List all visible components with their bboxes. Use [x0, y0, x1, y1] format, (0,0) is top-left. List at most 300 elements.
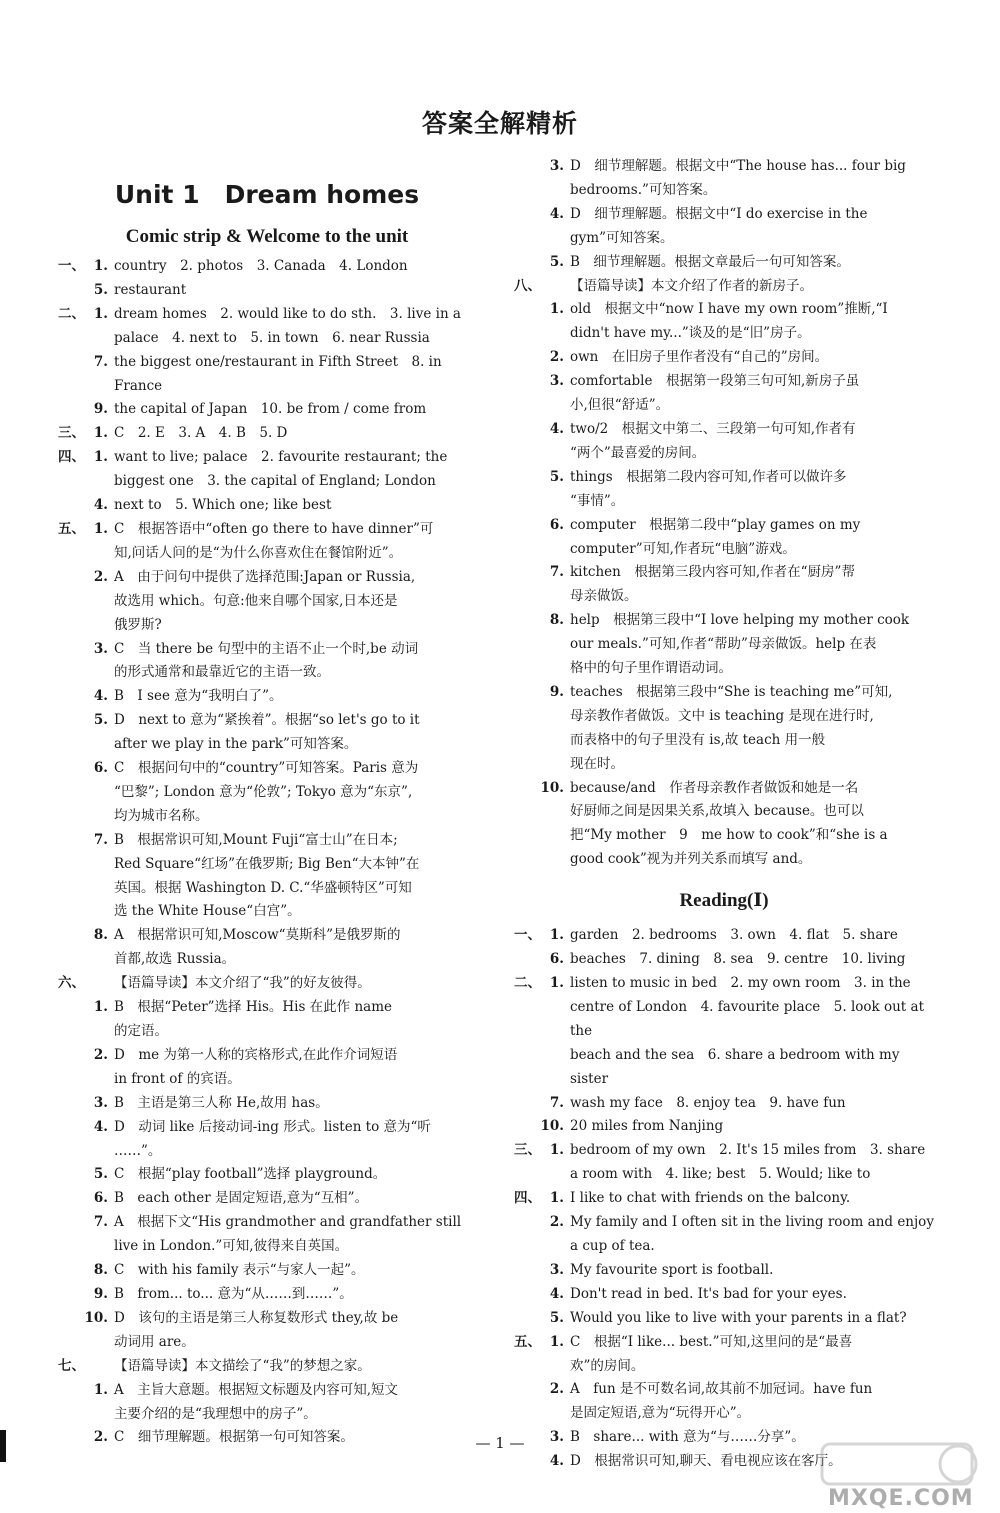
- section-label: [58, 1020, 84, 1044]
- item-number: 1.: [93, 425, 108, 442]
- section-label: 三、: [514, 1142, 541, 1159]
- item-number: 3.: [93, 640, 108, 657]
- item-number: 3.: [549, 1429, 564, 1446]
- section-label: [58, 829, 84, 853]
- answer-line: [514, 1355, 934, 1379]
- answer-text: computer 根据第二段中“play games on my: [570, 516, 861, 533]
- section-label: [514, 948, 540, 972]
- item-number: 5.: [549, 1309, 564, 1326]
- section-label: [514, 418, 540, 442]
- answer-text: A fun 是不可数名词,故其前不加冠词。have fun: [570, 1381, 873, 1398]
- section-label: 七、: [58, 1357, 85, 1374]
- item-number: 5.: [93, 712, 108, 729]
- section-label: [514, 633, 540, 657]
- item-number: [84, 590, 114, 614]
- answer-text: B I see 意为“我明白了”。: [114, 688, 283, 705]
- item-number: 9.: [93, 401, 108, 418]
- section-label: [58, 590, 84, 614]
- answer-text: 主要介绍的是“我理想中的房子”。: [114, 1405, 317, 1422]
- item-number: [540, 1355, 570, 1379]
- answer-text: C 根据“I like... best.”可知,这里问的是“最喜: [570, 1333, 853, 1350]
- answer-text: listen to music in bed 2. my own room 3. in the: [570, 975, 911, 991]
- answer-text: B each other 是固定短语,意为“互相”。: [114, 1190, 369, 1207]
- answer-line: [58, 1403, 476, 1427]
- item-number: 4.: [93, 497, 108, 514]
- section-label: [58, 1044, 84, 1068]
- answer-text: C 根据答语中“often go there to have dinner”可: [114, 520, 434, 537]
- item-number: [84, 542, 114, 566]
- answer-line: [514, 370, 934, 394]
- answer-line: [58, 255, 476, 279]
- answer-text: country 2. photos 3. Canada 4. London: [114, 258, 408, 274]
- answer-line: [58, 614, 476, 638]
- answer-text: D next to 意为“紧挨着”。根据“so let's go to it: [114, 712, 420, 729]
- answer-line: [58, 1020, 476, 1044]
- answer-line: [514, 1092, 934, 1116]
- answer-line: [58, 996, 476, 1020]
- answer-line: [58, 422, 476, 446]
- answer-line: [514, 824, 934, 848]
- answer-text: own 在旧房子里作者没有“自己的”房间。: [570, 349, 829, 366]
- item-number: [540, 996, 570, 1044]
- answer-text: B share... with 意为“与……分享”。: [570, 1429, 805, 1446]
- answer-text: 的形式通常和最靠近它的主语一致。: [114, 664, 330, 681]
- answer-line: [58, 829, 476, 853]
- answer-text: a cup of tea.: [570, 1237, 655, 1254]
- answer-list-right-top: [514, 155, 934, 872]
- section-label: [514, 538, 540, 562]
- answer-line: [58, 590, 476, 614]
- item-number: 7.: [93, 831, 108, 848]
- section-label: 一、: [514, 927, 541, 944]
- answer-line: [514, 227, 934, 251]
- answer-text: “事情”。: [570, 492, 625, 509]
- item-number: 7.: [549, 1094, 564, 1111]
- answer-text: garden 2. bedrooms 3. own 4. flat 5. share: [570, 927, 898, 944]
- item-number: 4.: [549, 420, 564, 437]
- item-number: 1.: [549, 1190, 564, 1207]
- section-label: [58, 1379, 84, 1403]
- section-label: [514, 1044, 540, 1092]
- item-number: [84, 1403, 114, 1427]
- answer-text: beach and the sea 6. share a bedroom with my sister: [570, 1046, 904, 1087]
- answer-line: [514, 155, 934, 179]
- item-number: 6.: [93, 760, 108, 777]
- item-number: [540, 275, 570, 299]
- section-label: [514, 777, 540, 801]
- answer-text: 20 miles from Nanjing: [570, 1118, 724, 1135]
- section-label: 四、: [514, 1190, 541, 1207]
- answer-text: old 根据文中“now I have my own room”推断,“I: [570, 301, 888, 318]
- answer-line: [514, 777, 934, 801]
- answer-text: D 动词 like 后接动词-ing 形式。listen to 意为“听: [114, 1118, 431, 1135]
- answer-line: [514, 996, 934, 1044]
- section-label: [58, 900, 84, 924]
- answer-text: the biggest one/restaurant in Fifth Street 8. in France: [114, 353, 446, 394]
- answer-text: “巴黎”; London 意为“伦敦”; Tokyo 意为“东京”,: [114, 783, 413, 800]
- item-number: [84, 733, 114, 757]
- answer-line: [514, 1402, 934, 1426]
- section-label: [58, 1235, 84, 1259]
- item-number: [540, 490, 570, 514]
- section-label: [514, 394, 540, 418]
- section-label: [58, 1116, 84, 1140]
- section-label: [514, 585, 540, 609]
- section-label: 二、: [514, 975, 541, 991]
- answer-text: 欢”的房间。: [570, 1357, 645, 1374]
- section-label: [514, 729, 540, 753]
- section-label: [514, 490, 540, 514]
- section-label: [58, 757, 84, 781]
- answer-line: [514, 394, 934, 418]
- item-number: 2.: [549, 349, 564, 366]
- section-label: [58, 661, 84, 685]
- answer-text: 选 the White House“白宫”。: [114, 903, 301, 920]
- answer-line: [58, 948, 476, 972]
- answer-line: [514, 538, 934, 562]
- answer-text: D 细节理解题。根据文中“I do exercise in the: [570, 205, 868, 222]
- answer-line: [514, 972, 934, 996]
- answer-text: C with his family 表示“与家人一起”。: [114, 1262, 365, 1279]
- item-number: [84, 853, 114, 877]
- answer-text: 俄罗斯?: [114, 616, 162, 633]
- answer-text: C 当 there be 句型中的主语不止一个时,be 动词: [114, 640, 419, 657]
- answer-line: [58, 1092, 476, 1116]
- section-label: [514, 1163, 540, 1187]
- item-number: 8.: [549, 612, 564, 629]
- answer-text: B 细节理解题。根据文章最后一句可知答案。: [570, 253, 850, 270]
- item-number: 1.: [549, 1142, 564, 1159]
- item-number: 2.: [93, 1429, 108, 1446]
- answer-line: [58, 279, 476, 303]
- answer-text: 动词用 are。: [114, 1333, 195, 1350]
- answer-line: [58, 781, 476, 805]
- item-number: [540, 753, 570, 777]
- section-label: [514, 1259, 540, 1283]
- item-number: 3.: [549, 373, 564, 390]
- section-label: [514, 996, 540, 1044]
- answer-line: [514, 1211, 934, 1235]
- answer-line: [58, 1379, 476, 1403]
- section-label: [514, 155, 540, 179]
- item-number: 4.: [549, 1285, 564, 1302]
- section-label: [58, 614, 84, 638]
- answer-text: Red Square“红场”在俄罗斯; Big Ben“大本钟”在: [114, 855, 420, 872]
- section-label: [514, 609, 540, 633]
- answer-text: the capital of Japan 10. be from / come from: [114, 401, 427, 418]
- answer-text: two/2 根据文中第二、三段第一句可知,作者有: [570, 420, 856, 437]
- item-number: 8.: [93, 1262, 108, 1279]
- answer-text: D 根据常识可知,聊天、看电视应该在客厅。: [570, 1453, 842, 1470]
- item-number: 1.: [549, 927, 564, 944]
- item-number: [84, 972, 114, 996]
- item-number: 10.: [84, 1309, 108, 1326]
- section-label: [514, 800, 540, 824]
- section-label: [58, 351, 84, 399]
- item-number: 2.: [549, 1214, 564, 1231]
- section-label: [514, 1355, 540, 1379]
- section-label: [514, 1402, 540, 1426]
- answer-line: [514, 633, 934, 657]
- answer-text: 把“My mother 9 me how to cook”和“she is a: [570, 827, 888, 844]
- item-number: [540, 322, 570, 346]
- answer-text: live in London.”可知,彼得来自英国。: [114, 1238, 349, 1255]
- item-number: 7.: [93, 353, 108, 370]
- page-number: — 1 —: [475, 1434, 525, 1452]
- item-number: 9.: [93, 1285, 108, 1302]
- answer-text: D 该句的主语是第三人称复数形式 they,故 be: [114, 1309, 399, 1326]
- section-label: [514, 1307, 540, 1331]
- answer-text: a room with 4. like; best 5. Would; like to: [570, 1166, 871, 1183]
- section-label: [514, 1211, 540, 1235]
- item-number: 1.: [549, 975, 564, 991]
- section-label: 五、: [514, 1333, 541, 1350]
- answer-text: restaurant: [114, 281, 187, 298]
- item-number: 4.: [93, 688, 108, 705]
- section-label: [58, 781, 84, 805]
- answer-line: [58, 757, 476, 781]
- answer-line: [514, 466, 934, 490]
- item-number: [84, 470, 114, 494]
- section-title-comic-strip: Comic strip & Welcome to the unit: [125, 226, 409, 247]
- answer-line: [58, 1163, 476, 1187]
- section-label: [514, 753, 540, 777]
- answer-line: [58, 327, 476, 351]
- section-label: [514, 370, 540, 394]
- section-label: 三、: [58, 425, 85, 442]
- answer-line: [58, 566, 476, 590]
- item-number: [540, 705, 570, 729]
- answer-line: [58, 351, 476, 399]
- unit-title: Unit 1 Dream homes: [114, 180, 420, 209]
- item-number: [84, 1020, 114, 1044]
- answer-line: [514, 924, 934, 948]
- section-title-reading: Reading(Ⅰ): [679, 890, 769, 912]
- section-label: [58, 1259, 84, 1283]
- answer-line: [58, 1235, 476, 1259]
- item-number: [84, 661, 114, 685]
- section-label: [514, 466, 540, 490]
- answer-line: [514, 1259, 934, 1283]
- item-number: [84, 1235, 114, 1259]
- item-number: 2.: [549, 1381, 564, 1398]
- answer-text: A 由于问句中提供了选择范围:Japan or Russia,: [114, 568, 416, 585]
- answer-line: [514, 1283, 934, 1307]
- section-label: [514, 1283, 540, 1307]
- section-label: [514, 322, 540, 346]
- answer-line: [514, 657, 934, 681]
- item-number: [540, 824, 570, 848]
- answer-line: [514, 1307, 934, 1331]
- item-number: [540, 848, 570, 872]
- item-number: [540, 538, 570, 562]
- item-number: 1.: [93, 520, 108, 537]
- watermark-text: MXQE.COM: [828, 1486, 974, 1511]
- answer-line: [58, 972, 476, 996]
- section-label: [514, 1378, 540, 1402]
- section-label: [58, 709, 84, 733]
- answer-text: A 根据下文“His grandmother and grandfather still: [114, 1214, 462, 1231]
- answer-text: after we play in the park”可知答案。: [114, 736, 358, 753]
- item-number: [84, 1331, 114, 1355]
- answer-text: 均为城市名称。: [114, 807, 209, 824]
- binding-edge-mark: [0, 1430, 6, 1462]
- section-label: [514, 1235, 540, 1259]
- answer-text: 现在时。: [570, 755, 624, 772]
- section-label: 六、: [58, 975, 85, 992]
- answer-text: 故选用 which。句意:他来自哪个国家,日本还是: [114, 592, 398, 609]
- answer-line: [514, 203, 934, 227]
- right-column: [514, 155, 934, 1474]
- item-number: 4.: [93, 1118, 108, 1135]
- answer-line: [514, 514, 934, 538]
- answer-text: biggest one 3. the capital of England; London: [114, 473, 436, 490]
- section-label: [58, 1283, 84, 1307]
- item-number: 5.: [549, 468, 564, 485]
- item-number: 3.: [93, 1094, 108, 1111]
- answer-text: 是固定短语,意为“玩得开心”。: [570, 1405, 751, 1422]
- answer-line: [58, 924, 476, 948]
- answer-line: [58, 1307, 476, 1331]
- item-number: 5.: [93, 1166, 108, 1183]
- answer-text: 母亲做饭。: [570, 588, 638, 605]
- answer-line: [58, 1116, 476, 1140]
- item-number: 1.: [93, 258, 108, 274]
- section-label: 八、: [514, 277, 541, 294]
- item-number: [84, 900, 114, 924]
- answer-line: [514, 1187, 934, 1211]
- answer-text: D 细节理解题。根据文中“The house has... four big: [570, 158, 906, 174]
- answer-text: C 根据“play football”选择 playground。: [114, 1166, 387, 1183]
- item-number: [84, 781, 114, 805]
- answer-line: [58, 1140, 476, 1164]
- answer-text: wash my face 8. enjoy tea 9. have fun: [570, 1094, 846, 1111]
- section-label: [514, 848, 540, 872]
- section-label: [514, 824, 540, 848]
- answer-line: [514, 848, 934, 872]
- answer-line: [514, 322, 934, 346]
- item-number: 7.: [93, 1214, 108, 1231]
- item-number: 1.: [549, 301, 564, 318]
- answer-line: [514, 1163, 934, 1187]
- section-label: [58, 1307, 84, 1331]
- section-label: 二、: [58, 305, 85, 322]
- answer-text: I like to chat with friends on the balcony.: [570, 1190, 851, 1207]
- item-number: [540, 585, 570, 609]
- item-number: [84, 1140, 114, 1164]
- answer-line: [514, 442, 934, 466]
- answer-text: “两个”最喜爱的房间。: [570, 444, 706, 461]
- answer-line: [514, 609, 934, 633]
- item-number: 10.: [540, 1118, 564, 1135]
- section-label: [514, 442, 540, 466]
- item-number: 3.: [549, 1261, 564, 1278]
- answer-text: Would you like to live with your parents in a flat?: [570, 1309, 907, 1326]
- answer-text: 格中的句子里作谓语动词。: [570, 660, 732, 677]
- answer-line: [58, 1283, 476, 1307]
- section-label: [58, 1068, 84, 1092]
- section-label: [58, 948, 84, 972]
- answer-text: beaches 7. dining 8. sea 9. centre 10. living: [570, 951, 906, 968]
- answer-text: C 2. E 3. A 4. B 5. D: [114, 425, 288, 442]
- section-label: [514, 561, 540, 585]
- answer-line: [58, 494, 476, 518]
- section-label: [58, 1092, 84, 1116]
- section-label: [58, 494, 84, 518]
- answer-line: [514, 1139, 934, 1163]
- answer-line: [58, 661, 476, 685]
- answer-text: because/and 作者母亲教作者做饭和她是一名: [570, 779, 859, 796]
- section-label: [58, 279, 84, 303]
- item-number: 4.: [549, 205, 564, 222]
- item-number: [540, 442, 570, 466]
- item-number: [540, 633, 570, 657]
- answer-line: [514, 1044, 934, 1092]
- answer-line: [514, 1115, 934, 1139]
- answer-text: C 细节理解题。根据第一句可知答案。: [114, 1429, 354, 1446]
- answer-line: [58, 470, 476, 494]
- section-label: [514, 203, 540, 227]
- answer-list-left: [58, 255, 476, 1450]
- section-label: [58, 638, 84, 662]
- item-number: [84, 614, 114, 638]
- section-label: [514, 227, 540, 251]
- answer-text: My favourite sport is football.: [570, 1261, 774, 1278]
- item-number: 6.: [549, 951, 564, 968]
- section-label: [58, 853, 84, 877]
- section-label: [58, 924, 84, 948]
- answer-text: A 根据常识可知,Moscow“莫斯科”是俄罗斯的: [114, 927, 401, 944]
- answer-line: [514, 1331, 934, 1355]
- answer-text: 【语篇导读】本文介绍了作者的新房子。: [570, 277, 813, 294]
- answer-line: [514, 490, 934, 514]
- answer-text: 英国。根据 Washington D. C.“华盛顿特区”可知: [114, 879, 412, 896]
- answer-line: [514, 251, 934, 275]
- answer-text: B 主语是第三人称 He,故用 has。: [114, 1094, 329, 1111]
- answer-text: 知,问话人问的是“为什么你喜欢住在餐馆附近”。: [114, 544, 403, 561]
- answer-text: 母亲教作者做饭。文中 is teaching 是现在进行时,: [570, 707, 874, 724]
- answer-text: comfortable 根据第一段第三句可知,新房子虽: [570, 373, 860, 390]
- item-number: [540, 729, 570, 753]
- answer-text: B 根据“Peter”选择 His。His 在此作 name: [114, 999, 393, 1016]
- answer-text: 【语篇导读】本文描绘了“我”的梦想之家。: [114, 1357, 371, 1374]
- section-label: [514, 657, 540, 681]
- item-number: 8.: [93, 927, 108, 944]
- section-label: [514, 1092, 540, 1116]
- answer-text: bedroom of my own 2. It's 15 miles from 3. share: [570, 1142, 926, 1159]
- item-number: 3.: [549, 158, 564, 174]
- item-number: [84, 805, 114, 829]
- answer-line: [58, 638, 476, 662]
- item-number: [84, 327, 114, 351]
- item-number: [540, 1163, 570, 1187]
- section-label: [58, 1211, 84, 1235]
- answer-line: [58, 805, 476, 829]
- section-label: [58, 733, 84, 757]
- answer-line: [58, 398, 476, 422]
- answer-line: [58, 685, 476, 709]
- answer-line: [58, 518, 476, 542]
- section-label: [58, 470, 84, 494]
- answer-text: B from... to... 意为“从……到……”。: [114, 1285, 353, 1302]
- answer-line: [58, 446, 476, 470]
- answer-text: 首都,故选 Russia。: [114, 951, 236, 968]
- answer-line: [514, 418, 934, 442]
- answer-line: [58, 542, 476, 566]
- section-label: [58, 805, 84, 829]
- answer-text: dream homes 2. would like to do sth. 3. live in a: [114, 305, 461, 322]
- section-label: [58, 398, 84, 422]
